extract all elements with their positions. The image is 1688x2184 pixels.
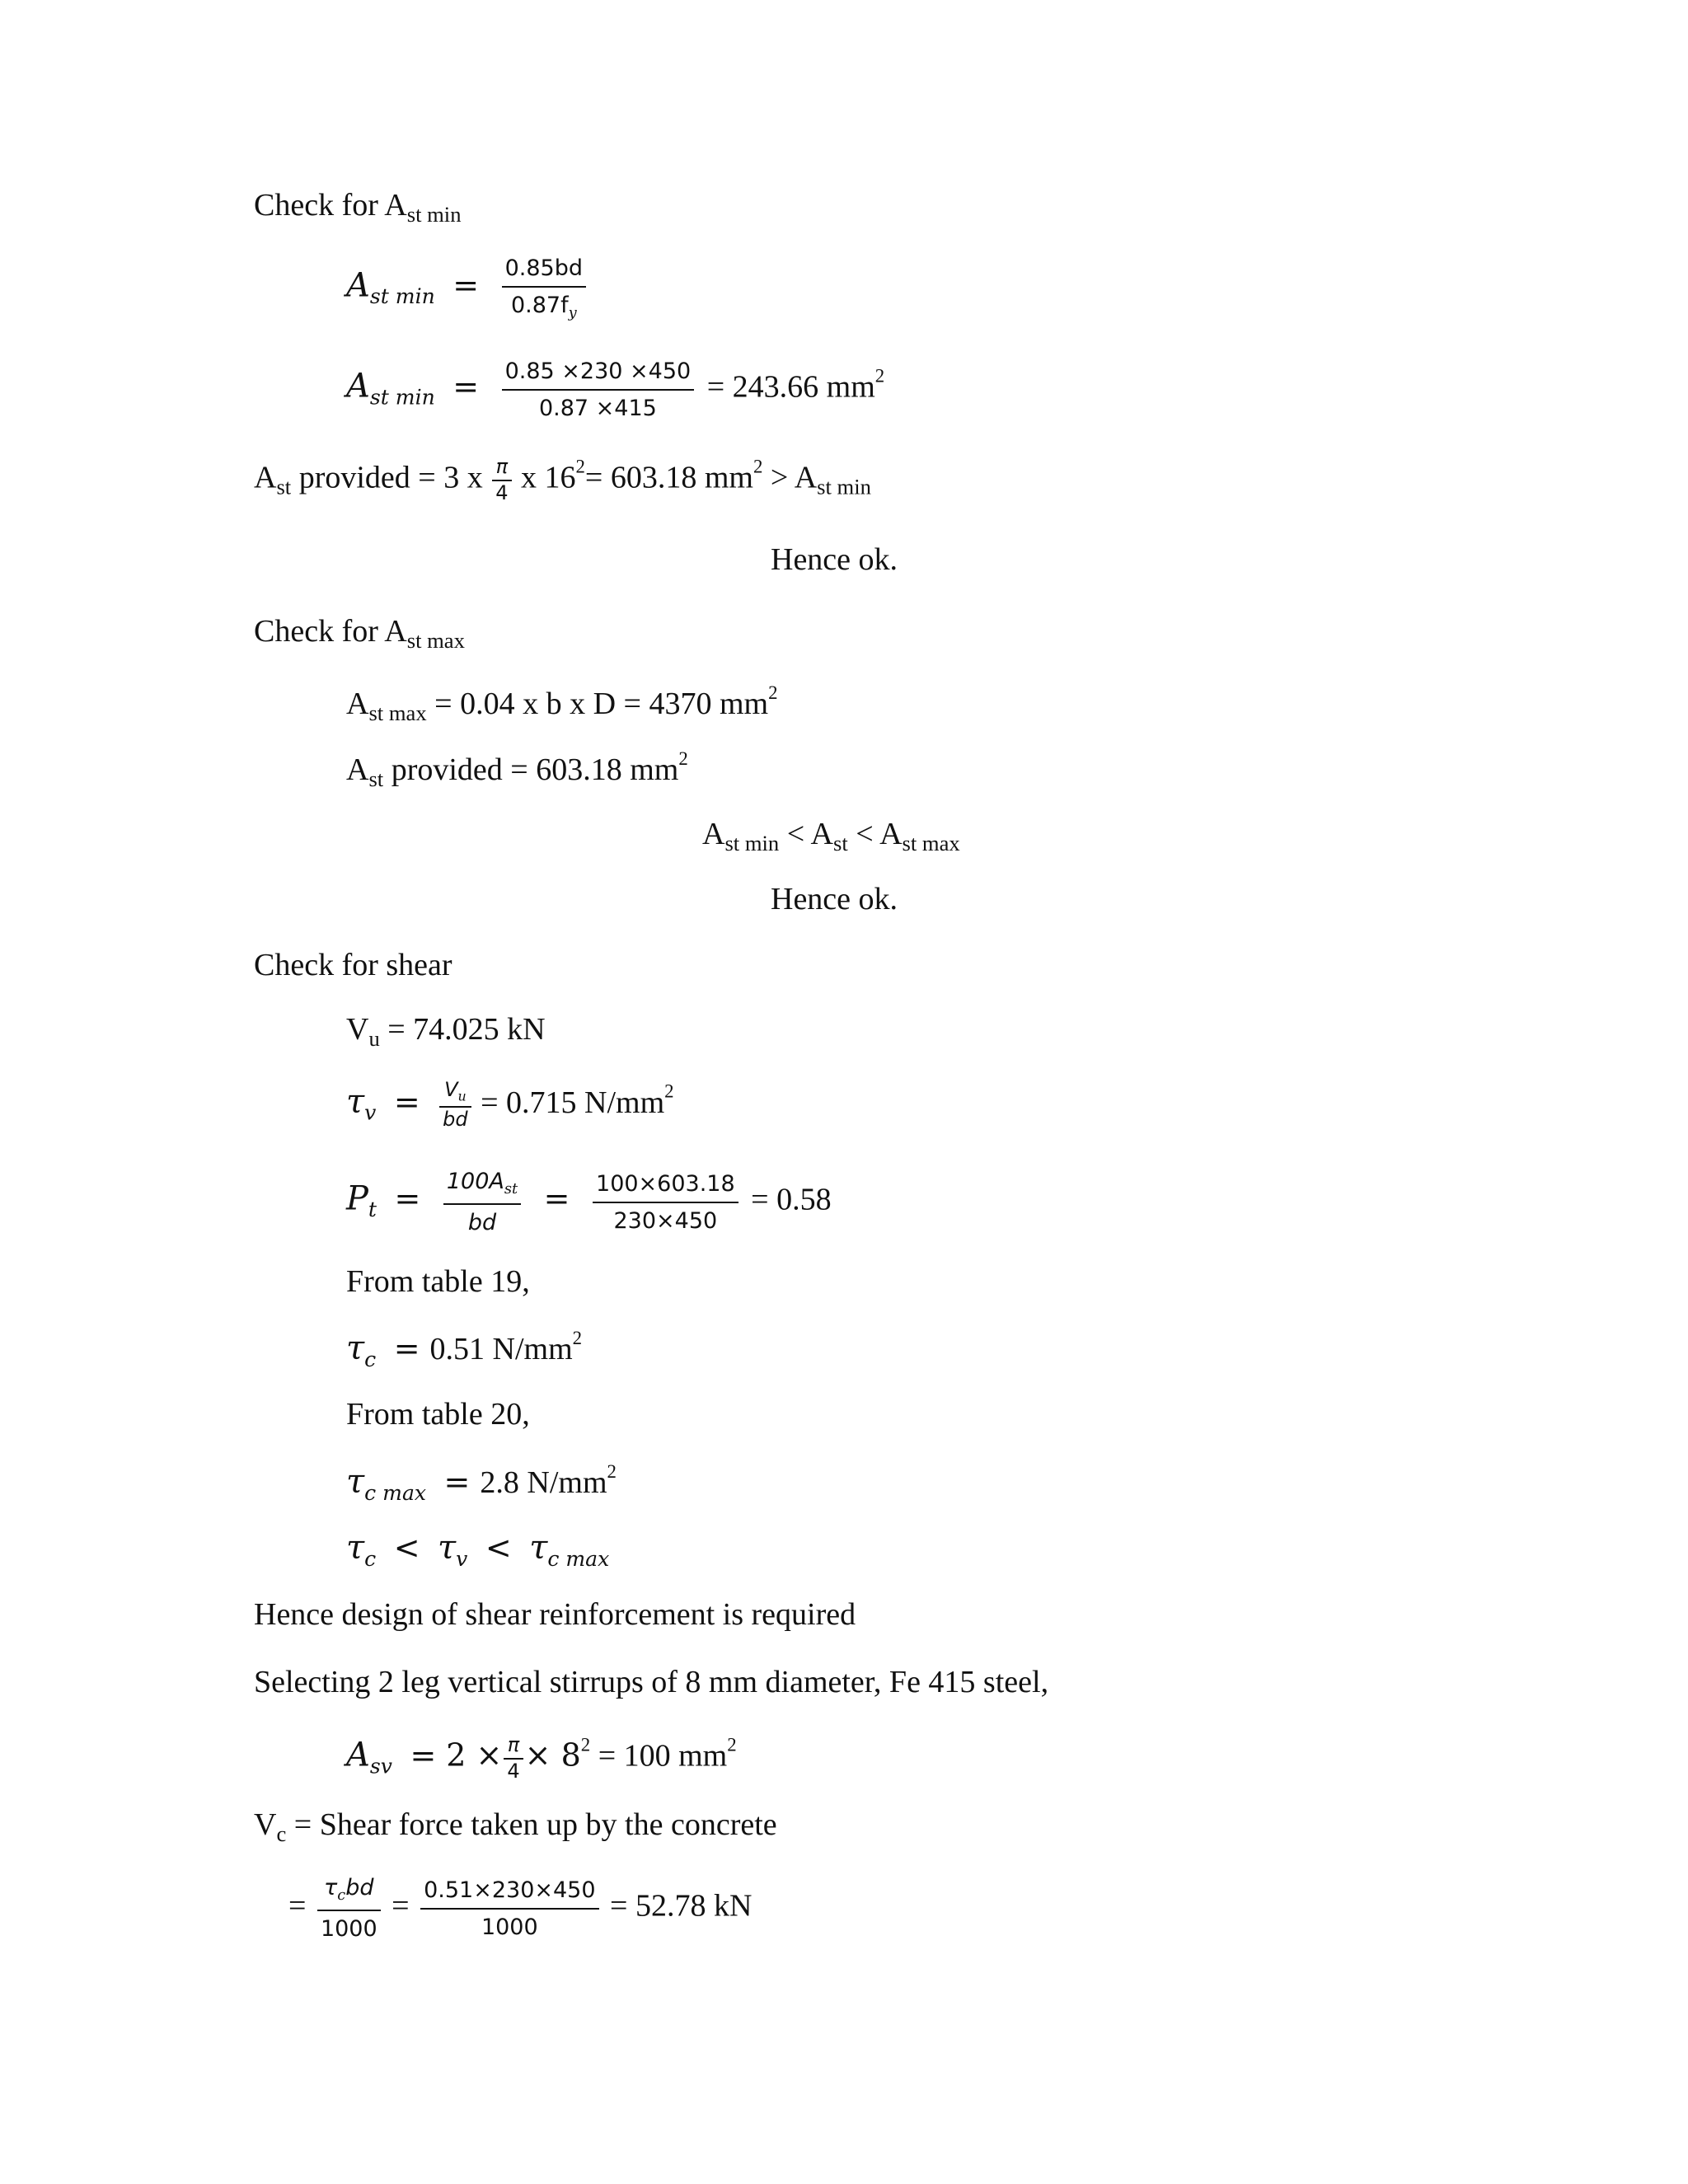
line2-sub: st xyxy=(368,766,384,792)
numerator-v: V xyxy=(444,1078,458,1101)
ast-provided-line xyxy=(254,455,871,506)
numerator-sub: st xyxy=(504,1180,518,1198)
pt-sub: t xyxy=(368,1197,377,1222)
numerator-rest: bd xyxy=(345,1875,374,1900)
tau-3-sub: c max xyxy=(547,1546,610,1571)
equals-sign: = xyxy=(543,1180,570,1217)
vc-text: = Shear force taken up by the concrete xyxy=(286,1807,777,1842)
tau-symbol: τ xyxy=(324,1875,338,1900)
equals-sign: = xyxy=(452,368,480,405)
tau-cmax-line xyxy=(346,1463,617,1503)
hence-ok-text: Hence ok. xyxy=(771,542,898,577)
table20-text: From table 20, xyxy=(346,1397,530,1432)
fraction-1 xyxy=(443,1170,521,1234)
vc-calc-line xyxy=(288,1875,753,1943)
tau-1: τ xyxy=(346,1529,365,1567)
line1-sup: 2 xyxy=(768,682,778,703)
hence-ok-2 xyxy=(771,883,898,915)
fraction-1 xyxy=(317,1875,381,1943)
table19-text: From table 19, xyxy=(346,1264,530,1299)
ast-min-heading xyxy=(254,190,462,226)
numerator-text: 0.85bd xyxy=(504,255,584,281)
hence-ok-1 xyxy=(771,544,898,575)
fraction-2 xyxy=(420,1879,598,1938)
equals-sign: = xyxy=(393,1083,420,1120)
fraction xyxy=(439,1078,471,1132)
fraction-numerator xyxy=(317,1877,381,1911)
vu-sub: u xyxy=(368,1025,380,1051)
tau-sub: c max xyxy=(364,1481,427,1505)
fraction-numerator: 0.85 ×230 ×450 xyxy=(502,360,695,391)
ast-provided-line-2 xyxy=(346,750,688,790)
heading-subscript: st min xyxy=(406,201,462,227)
tau-inequality xyxy=(346,1531,609,1569)
fraction-denominator: 0.87 ×415 xyxy=(538,396,657,421)
shear-required-line xyxy=(254,1599,856,1630)
pt-line xyxy=(346,1170,832,1234)
heading-subscript: st max xyxy=(406,627,465,653)
pt-symbol: P xyxy=(346,1179,368,1218)
compare-sub1: st min xyxy=(724,830,780,855)
provided-text: provided = 3 x xyxy=(291,460,491,495)
vc-sub: c xyxy=(276,1821,287,1846)
selecting-text: Selecting 2 leg vertical stirrups of 8 mm diameter, Fe 415 steel, xyxy=(254,1665,1049,1699)
equals-sign: = xyxy=(410,1736,437,1774)
calc-lhs-sub: st min xyxy=(369,385,435,410)
fraction xyxy=(502,360,695,419)
tau-symbol: τ xyxy=(346,1329,365,1368)
tau-symbol: τ xyxy=(346,1082,365,1121)
tau-v-result: = 0.715 N/mm xyxy=(481,1085,665,1120)
tau-c-sup: 2 xyxy=(572,1328,583,1348)
denominator-text: 0.87f xyxy=(510,293,569,318)
fraction-denominator: bd xyxy=(467,1210,497,1236)
line2-a: A xyxy=(346,752,369,788)
ast-min-calc xyxy=(346,360,884,419)
tau-cmax-sup: 2 xyxy=(607,1461,617,1482)
provided-text3: = 603.18 mm xyxy=(584,460,753,495)
fraction xyxy=(502,257,586,321)
compare-lt1: < A xyxy=(779,817,833,851)
line1-sub: st max xyxy=(368,701,427,726)
calc-result-sup: 2 xyxy=(874,365,885,387)
provided-sub: st xyxy=(276,474,292,499)
ast-comparison xyxy=(702,818,960,855)
provided-sup2: 2 xyxy=(753,456,763,477)
line2-sup: 2 xyxy=(678,748,688,769)
fraction-numerator xyxy=(443,1170,521,1205)
tau-v-line xyxy=(346,1078,674,1132)
tau-2: τ xyxy=(438,1529,457,1567)
tau-sub: c xyxy=(364,1347,377,1371)
tau-v-sup: 2 xyxy=(664,1080,674,1102)
tau-2-sub: v xyxy=(456,1546,468,1571)
ast-min-formula xyxy=(346,257,591,321)
asv-a: A xyxy=(346,1736,370,1774)
asv-sup: 2 xyxy=(580,1734,591,1755)
numerator-text: 100A xyxy=(446,1169,504,1194)
asv-result: = 100 mm xyxy=(590,1738,728,1774)
vc-definition-line xyxy=(254,1809,777,1845)
vc-v: V xyxy=(254,1807,277,1842)
less-than-1: < xyxy=(393,1530,420,1566)
fraction-numerator: 100×603.18 xyxy=(593,1173,738,1203)
provided-sub2: st min xyxy=(817,474,871,499)
fraction-numerator xyxy=(502,257,586,288)
calc-lhs: A xyxy=(346,367,370,405)
asv-sub: sv xyxy=(369,1754,392,1779)
less-than-2: < xyxy=(485,1530,512,1566)
vu-v: V xyxy=(346,1012,369,1047)
ast-max-heading xyxy=(254,616,465,652)
formula-lhs: A xyxy=(346,266,370,305)
four: 4 xyxy=(507,1760,520,1783)
equals-sign: = xyxy=(452,267,480,304)
ast-max-line xyxy=(346,684,777,724)
vu-text: = 74.025 kN xyxy=(379,1012,546,1047)
asv-text2: × 8 xyxy=(524,1736,581,1774)
pi-symbol: π xyxy=(504,1733,523,1760)
provided-a: A xyxy=(254,460,277,495)
four: 4 xyxy=(495,481,509,504)
heading-text: Check for A xyxy=(254,614,407,649)
pi-symbol: π xyxy=(492,455,511,481)
numerator-sub: u xyxy=(457,1088,467,1104)
hence-ok-text: Hence ok. xyxy=(771,882,898,916)
required-text: Hence design of shear reinforcement is required xyxy=(254,1597,856,1632)
asv-result-sup: 2 xyxy=(727,1734,737,1755)
formula-lhs-sub: st min xyxy=(369,284,435,309)
heading-text: Check for A xyxy=(254,188,407,223)
fraction-numerator: 0.51×230×450 xyxy=(420,1879,598,1910)
pi-over-four xyxy=(492,455,511,506)
fraction-denominator: 1000 xyxy=(320,1916,377,1943)
tau-c-text: 0.51 N/mm xyxy=(429,1332,573,1367)
equals-sign: = xyxy=(393,1330,420,1367)
shear-heading xyxy=(254,949,452,981)
pt-result: = 0.58 xyxy=(751,1182,832,1217)
pi-over-four xyxy=(504,1733,523,1784)
line2-text: provided = 603.18 mm xyxy=(383,752,679,788)
compare-a1: A xyxy=(702,817,725,851)
tau-symbol: τ xyxy=(346,1463,365,1502)
asv-text: 2 × xyxy=(446,1736,503,1774)
provided-text4: > A xyxy=(762,460,818,495)
compare-sub3: st max xyxy=(902,830,960,855)
line1-text: = 0.04 x b x D = 4370 mm xyxy=(426,687,769,722)
fraction-denominator xyxy=(502,288,586,321)
tau-cmax-text: 2.8 N/mm xyxy=(480,1465,607,1501)
tau-1-sub: c xyxy=(364,1546,377,1571)
fraction-numerator xyxy=(439,1078,471,1108)
denominator-sub: y xyxy=(568,304,577,322)
equals-sign: = xyxy=(443,1464,471,1501)
provided-sup: 2 xyxy=(575,456,585,477)
equals-sign: = xyxy=(288,1888,307,1924)
vc-result: = 52.78 kN xyxy=(610,1888,753,1924)
asv-line xyxy=(346,1733,737,1784)
fraction-2 xyxy=(593,1170,738,1234)
provided-text2: x 16 xyxy=(513,460,576,495)
table19-line xyxy=(346,1266,530,1297)
stirrups-line xyxy=(254,1666,1048,1698)
fraction-denominator: 230×450 xyxy=(613,1207,718,1234)
equals-sign: = xyxy=(392,1888,410,1924)
tau-sub: c xyxy=(337,1886,346,1905)
fraction-denominator: bd xyxy=(443,1108,468,1132)
fraction-denominator: 1000 xyxy=(481,1914,538,1940)
compare-lt2: < A xyxy=(847,817,903,851)
vu-line xyxy=(346,1014,546,1050)
tau-sub: v xyxy=(364,1100,377,1125)
tau-c-line xyxy=(346,1329,582,1370)
equals-sign: = xyxy=(394,1180,421,1217)
compare-sub2: st xyxy=(833,830,848,855)
table20-line xyxy=(346,1399,530,1430)
line1-a: A xyxy=(346,687,369,722)
heading-text: Check for shear xyxy=(254,948,452,982)
tau-3: τ xyxy=(529,1529,548,1567)
calc-result: = 243.66 mm xyxy=(706,369,875,405)
